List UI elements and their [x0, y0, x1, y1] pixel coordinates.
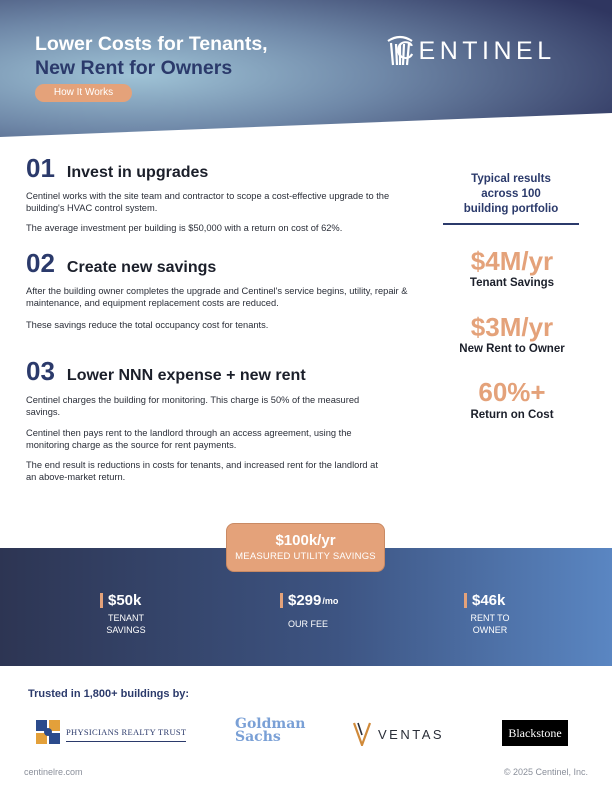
band-stat-rent-to-owner — [464, 592, 516, 636]
sidebar-heading-line-3: building portfolio — [463, 203, 559, 215]
band-stat-our-fee — [280, 592, 350, 631]
band-stat-label-line-2: SAVINGS — [106, 624, 146, 635]
band-stat-label-line-1: RENT TO — [470, 613, 510, 623]
brand-ventas — [352, 722, 444, 746]
footer-website[interactable]: centinelre.com — [24, 767, 83, 777]
step-1-header — [26, 153, 208, 184]
brand-name-line-2: Sachs — [235, 729, 281, 745]
band-stat-value: $46k — [472, 592, 506, 609]
sidebar-heading — [444, 172, 578, 217]
step-3-number: 03 — [26, 356, 55, 386]
centinel-building-icon — [386, 33, 414, 67]
stat-new-rent-value: $3M/yr — [470, 312, 554, 342]
footer-copyright: © 2025 Centinel, Inc. — [503, 767, 588, 777]
step-3-paragraph-2: Centinel then pays rent to the landlord through an access agreement, using the monitoring charge as the source for rent payments. — [26, 428, 352, 450]
page-title — [35, 32, 268, 80]
badge-label: MEASURED UTILITY SAVINGS — [235, 551, 376, 562]
step-3-title: Lower NNN expense + new rent — [66, 367, 306, 384]
measured-savings-badge — [226, 523, 385, 572]
step-2-title: Create new savings — [66, 259, 217, 276]
how-it-works-pill: How It Works — [35, 84, 132, 102]
band-stat-value: $299 — [288, 592, 322, 609]
title-line-2: New Rent for Owners — [35, 57, 233, 79]
band-stat-suffix: /mo — [322, 595, 339, 606]
accent-bar — [464, 593, 467, 608]
stat-tenant-savings-value: $4M/yr — [470, 246, 554, 276]
accent-bar — [280, 593, 283, 608]
step-3-paragraph-3: The end result is reductions in costs for tenants, and increased rent for the landlord at an above-market return. — [26, 460, 378, 482]
sidebar-heading-line-2: across 100 — [481, 188, 541, 200]
step-1-paragraph-1: Centinel works with the site team and contractor to scope a cost-effective upgrade to the building's HVAC control system. — [26, 191, 390, 213]
step-1-number: 01 — [26, 153, 55, 183]
brand-name-line-1: Goldman — [235, 716, 306, 732]
step-2-number: 02 — [26, 248, 55, 278]
step-2-paragraph-2: These savings reduce the total occupancy cost for tenants. — [26, 320, 269, 330]
brand-name: VENTAS — [378, 726, 445, 742]
stat-return-on-cost-label: Return on Cost — [470, 409, 554, 421]
logo-wordmark: CENTINEL — [396, 36, 556, 65]
stat-return-on-cost-value: 60%+ — [478, 377, 546, 407]
ventas-v-icon — [352, 722, 372, 746]
trusted-heading: Trusted in 1,800+ buildings by: — [28, 688, 190, 700]
brand-blackstone — [502, 720, 568, 746]
step-2-paragraph-1: After the building owner completes the upgrade and Centinel's service begins, utility, repair & maintenance, and equipment replacement costs are reduced. — [26, 286, 408, 308]
step-3-header — [26, 356, 306, 387]
badge-value: $100k/yr — [275, 532, 336, 549]
hero-banner — [0, 0, 612, 140]
band-stat-value: $50k — [108, 592, 142, 609]
stat-tenant-savings-label: Tenant Savings — [469, 277, 555, 289]
sidebar-heading-line-1: Typical results — [471, 173, 551, 185]
centinel-logo — [386, 33, 556, 69]
accent-bar — [100, 593, 103, 608]
stat-new-rent-label: New Rent to Owner — [459, 343, 565, 355]
sidebar-divider — [443, 223, 579, 225]
title-line-1: Lower Costs for Tenants, — [35, 33, 268, 55]
band-stat-label-line-2: OWNER — [472, 624, 508, 635]
step-1-paragraph-2: The average investment per building is $50,000 with a return on cost of 62%. — [26, 223, 343, 233]
band-stat-label-line-1: OUR FEE — [287, 619, 328, 629]
step-1-title: Invest in upgrades — [66, 164, 209, 181]
brand-name: PHYSICIANS REALTY TRUST — [66, 727, 187, 737]
brand-physicians-realty-trust — [34, 718, 186, 746]
brand-goldman-sachs — [235, 718, 305, 744]
step-2-header — [26, 248, 216, 279]
step-3-paragraph-1: Centinel charges the building for monitoring. This charge is 50% of the measured savings. — [26, 395, 360, 417]
brand-name: Blackstone — [508, 725, 562, 740]
band-stat-label-line-1: TENANT — [108, 613, 144, 623]
band-stat-tenant-savings — [100, 592, 152, 636]
puzzle-logo-icon — [34, 718, 62, 746]
